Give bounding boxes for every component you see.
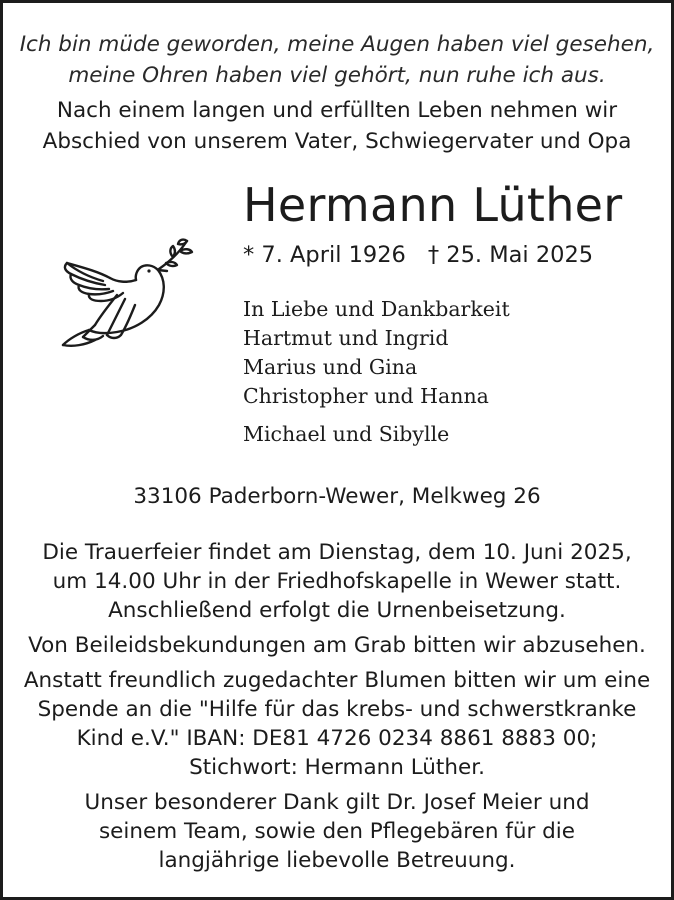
intro-line: Abschied von unserem Vater, Schwiegervater und Opa: [42, 129, 632, 154]
poem-line: Ich bin müde geworden, meine Augen haben viel gesehen,: [19, 32, 655, 57]
donation-line: Kind e.V." IBAN: DE81 4726 0234 8861 8883 00;: [76, 726, 598, 751]
mourner-name: Hartmut und Ingrid: [243, 326, 449, 350]
intro-line: Nach einem langen und erfüllten Leben nehmen wir: [56, 98, 618, 123]
mourner-name: Christopher und Hanna: [243, 384, 489, 408]
family-address: 33106 Paderborn-Wewer, Melkweg 26: [133, 484, 541, 509]
donation-line: Spende an die "Hilfe für das krebs- und schwerstkranke: [37, 697, 637, 722]
funeral-line: Die Trauerfeier findet am Dienstag, dem 10. Juni 2025,: [42, 540, 632, 565]
poem-quote: [3, 29, 671, 91]
intro-text: [3, 95, 671, 157]
life-dates: [243, 241, 593, 269]
donation-info: [3, 666, 671, 782]
funeral-info: [3, 538, 671, 625]
notice-details: [3, 538, 671, 875]
funeral-line: um 14.00 Uhr in der Friedhofskapelle in Wewer statt.: [52, 569, 622, 594]
donation-line: Stichwort: Hermann Lüther.: [189, 755, 485, 780]
thanks-line: seinem Team, sowie den Pflegebären für die: [98, 819, 576, 844]
death-date: † 25. Mai 2025: [427, 242, 594, 268]
donation-line: Anstatt freundlich zugedachter Blumen bitten wir um eine: [23, 668, 651, 693]
poem-line: meine Ohren haben viel gehört, nun ruhe ich aus.: [68, 63, 606, 88]
mourner-name: Michael und Sibylle: [243, 422, 450, 446]
condolence-note: [3, 631, 671, 660]
thanks-note: [3, 788, 671, 875]
birth-date: * 7. April 1926: [243, 242, 406, 268]
deceased-name: Hermann Lüther: [243, 178, 623, 232]
thanks-line: langjährige liebevolle Betreuung.: [158, 848, 516, 873]
funeral-line: Anschließend erfolgt die Urnenbeisetzung.: [108, 598, 566, 623]
condolence-line: Von Beileidsbekundungen am Grab bitten wir abzusehen.: [28, 633, 646, 658]
mourners-list: [243, 295, 510, 449]
mourner-name: Marius und Gina: [243, 355, 418, 379]
dove-icon: [55, 229, 207, 355]
thanks-line: Unser besonderer Dank gilt Dr. Josef Meier und: [84, 790, 590, 815]
mourners-heading: In Liebe und Dankbarkeit: [243, 297, 510, 321]
